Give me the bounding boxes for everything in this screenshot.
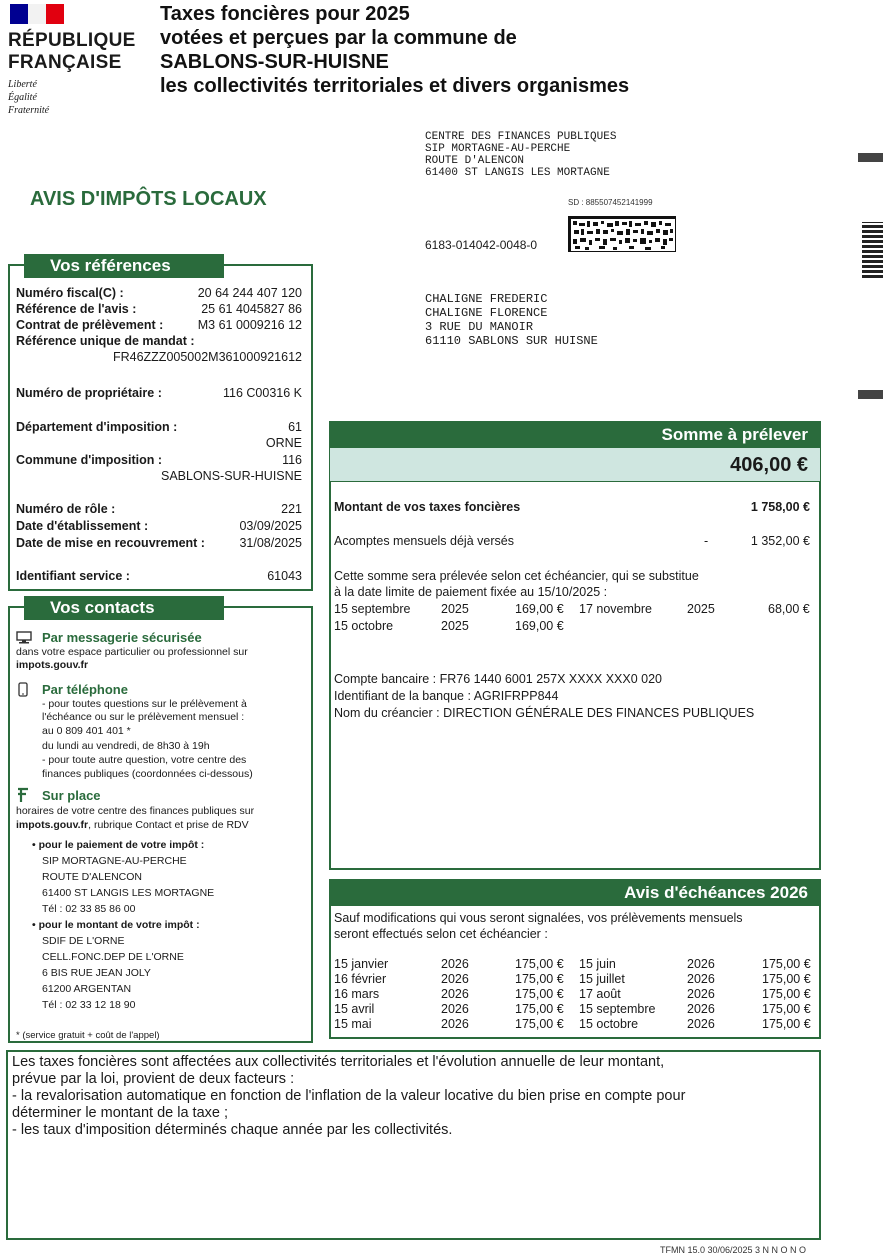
numero-fiscal-value: 20 64 244 407 120	[197, 286, 302, 300]
recipient-line: CHALIGNE FLORENCE	[425, 306, 548, 320]
schedule-date: 17 novembre	[579, 602, 652, 616]
ref-avis-value: 25 61 4045827 86	[201, 302, 302, 316]
echeance-year: 2026	[441, 1002, 469, 1016]
echeance-year: 2026	[441, 972, 469, 986]
echeance-date: 15 janvier	[334, 957, 389, 971]
edge-mark	[858, 153, 883, 162]
banque-id: Identifiant de la banque : AGRIFRPP844	[334, 689, 559, 703]
schedule-amount: 68,00 €	[768, 602, 810, 616]
motto-egalite: Égalité	[8, 92, 37, 103]
mandat-label: Référence unique de mandat :	[16, 334, 195, 348]
office-line: 61400 ST LANGIS LES MORTAGNE	[425, 167, 610, 179]
etablissement-label: Date d'établissement :	[16, 519, 149, 533]
marianne-logo	[8, 2, 148, 120]
contacts-footnote: * (service gratuit + coût de l'appel)	[16, 1030, 160, 1041]
recouvrement-label: Date de mise en recouvrement :	[16, 536, 205, 550]
telephone-line: du lundi au vendredi, de 8h30 à 19h	[42, 740, 210, 752]
references-title: Vos références	[24, 254, 224, 278]
datamatrix-code	[568, 216, 676, 252]
motto-fraternite: Fraternité	[8, 105, 50, 116]
side-datamatrix	[862, 222, 883, 278]
paiement-line: ROUTE D'ALENCON	[42, 871, 143, 883]
surplace-text: horaires de votre centre des finances publiques sur	[16, 805, 255, 817]
echeance-date: 15 juin	[579, 957, 616, 971]
surplace-title: Sur place	[42, 788, 101, 803]
messagerie-site-link[interactable]: impots.gouv.fr	[16, 659, 89, 671]
telephone-line: - pour toute autre question, votre centre des	[42, 754, 247, 766]
office-address	[425, 131, 616, 179]
echeance-year: 2026	[687, 1002, 715, 1016]
departement-label: Département d'imposition :	[16, 420, 178, 434]
commune-number: 116	[282, 453, 302, 467]
echeance-amount: 175,00 €	[762, 972, 811, 986]
montant-line: 6 BIS RUE JEAN JOLY	[42, 967, 151, 979]
surplace-site-link[interactable]: impots.gouv.fr	[16, 819, 89, 831]
echeance-date: 15 mai	[334, 1017, 372, 1031]
etablissement-value: 03/09/2025	[239, 519, 302, 533]
commune-label: Commune d'imposition :	[16, 453, 163, 467]
paiement-line: Tél : 02 33 85 86 00	[42, 903, 136, 915]
paiement-title: • pour le paiement de votre impôt :	[32, 839, 205, 851]
reference-code: 6183-014042-0048-0	[425, 238, 538, 252]
info-text	[12, 1054, 816, 1139]
departement-number: 61	[288, 420, 302, 434]
surplace-text-2: , rubrique Contact et prise de RDV	[88, 819, 249, 831]
proprietaire-value: 116 C00316 K	[223, 386, 302, 400]
info-line: déterminer le montant de la taxe ;	[12, 1105, 229, 1121]
somme-amount: 406,00 €	[330, 448, 820, 482]
echeancier-text: Cette somme sera prélevée selon cet échéancier, qui se substitue	[334, 569, 699, 583]
somme-title: Somme à prélever	[330, 422, 820, 448]
acomptes-sign: -	[704, 534, 709, 548]
info-line: - la revalorisation automatique en fonction de l'inflation de la valeur locative du bien prise en compte pour	[12, 1088, 686, 1104]
echeance-year: 2026	[687, 987, 715, 1001]
service-label: Identifiant service :	[16, 569, 130, 583]
echeances-intro: Sauf modifications qui vous seront signalées, vos prélèvements mensuels	[334, 911, 743, 925]
echeance-date: 17 août	[579, 987, 621, 1001]
echeances-intro: seront effectués selon cet échéancier :	[334, 927, 548, 941]
montant-taxes-value: 1 758,00 €	[750, 500, 810, 514]
montant-taxes-label: Montant de vos taxes foncières	[334, 500, 521, 514]
motto-liberte: Liberté	[8, 79, 37, 90]
echeance-year: 2026	[687, 1017, 715, 1031]
schedule-year: 2025	[441, 602, 469, 616]
echeance-amount: 175,00 €	[515, 957, 564, 971]
messagerie-text: dans votre espace particulier ou professionnel sur	[16, 646, 248, 658]
echeance-amount: 175,00 €	[762, 957, 811, 971]
echeance-amount: 175,00 €	[762, 1002, 811, 1016]
compte-bancaire: Compte bancaire : FR76 1440 6001 257X XXXX XXX0 020	[334, 672, 662, 686]
contacts-title: Vos contacts	[24, 596, 224, 620]
recipient-line: 3 RUE DU MANOIR	[425, 320, 534, 334]
echeance-amount: 175,00 €	[762, 1017, 811, 1031]
contacts-content	[16, 628, 308, 1040]
surplace-line2	[16, 819, 249, 832]
echeance-year: 2026	[441, 957, 469, 971]
echeance-amount: 175,00 €	[762, 987, 811, 1001]
role-value: 221	[281, 502, 302, 516]
echeance-amount: 175,00 €	[515, 1002, 564, 1016]
references-content	[16, 286, 308, 586]
telephone-line: l'échéance ou sur le prélèvement mensuel :	[42, 711, 245, 723]
schedule-amount: 169,00 €	[515, 619, 564, 633]
departement-name: ORNE	[265, 436, 302, 450]
somme-content	[334, 498, 818, 868]
montant-line: CELL.FONC.DEP DE L'ORNE	[42, 951, 184, 963]
proprietaire-label: Numéro de propriétaire :	[16, 386, 162, 400]
messagerie-title: Par messagerie sécurisée	[42, 630, 202, 645]
phone-icon	[18, 682, 28, 697]
contrat-label: Contrat de prélèvement :	[16, 318, 164, 332]
paiement-line: 61400 ST LANGIS LES MORTAGNE	[42, 887, 215, 899]
echeance-date: 15 juillet	[579, 972, 625, 986]
office-line: ROUTE D'ALENCON	[425, 155, 525, 167]
montant-line: 61200 ARGENTAN	[42, 983, 132, 995]
schedule-date: 15 octobre	[334, 619, 394, 633]
acomptes-label: Acomptes mensuels déjà versés	[334, 534, 514, 548]
echeance-amount: 175,00 €	[515, 972, 564, 986]
francaise-label: FRANÇAISE	[8, 52, 122, 73]
contrat-value: M3 61 0009216 12	[197, 318, 302, 332]
recipient-line: 61110 SABLONS SUR HUISNE	[425, 334, 598, 348]
footer-code: TFMN 15.0 30/06/2025 3 N N O N O	[660, 1245, 807, 1255]
office-line: SIP MORTAGNE-AU-PERCHE	[425, 143, 571, 155]
recipient-line: CHALIGNE FREDERIC	[425, 292, 548, 306]
schedule-amount: 169,00 €	[515, 602, 564, 616]
echeance-amount: 175,00 €	[515, 987, 564, 1001]
service-value: 61043	[267, 569, 302, 583]
edge-mark	[858, 390, 883, 399]
echeancier-text: à la date limite de paiement fixée au 15/10/2025 :	[334, 585, 608, 599]
acomptes-value: 1 352,00 €	[750, 534, 810, 548]
flag-icon	[10, 4, 64, 24]
schedule-year: 2025	[687, 602, 715, 616]
montant-line: Tél : 02 33 12 18 90	[42, 999, 136, 1011]
role-label: Numéro de rôle :	[16, 502, 116, 516]
echeance-year: 2026	[687, 972, 715, 986]
header-line-4: les collectivités territoriales et divers organismes	[160, 75, 630, 97]
montant-line: SDIF DE L'ORNE	[42, 935, 125, 947]
schedule-date: 15 septembre	[334, 602, 411, 616]
sd-code: SD : 885507452141999	[568, 198, 653, 207]
echeance-year: 2026	[441, 987, 469, 1001]
echeance-date: 16 mars	[334, 987, 380, 1001]
ref-avis-label: Référence de l'avis :	[16, 302, 137, 316]
numero-fiscal-label: Numéro fiscal(C) :	[16, 286, 124, 300]
recipient-address	[425, 292, 598, 348]
telephone-line: - pour toutes questions sur le prélèvement à	[42, 698, 247, 710]
document-title: AVIS D'IMPÔTS LOCAUX	[30, 188, 267, 210]
header-line-2: votées et perçues par la commune de	[160, 27, 517, 49]
header-line-3: SABLONS-SUR-HUISNE	[160, 51, 389, 73]
echeance-date: 15 avril	[334, 1002, 375, 1016]
document-header	[160, 2, 860, 98]
montant-title: • pour le montant de votre impôt :	[32, 919, 200, 931]
info-line: Les taxes foncières sont affectées aux collectivités territoriales et l'évolution annuelle de leur montant,	[12, 1054, 665, 1070]
creancier-name: Nom du créancier : DIRECTION GÉNÉRALE DES FINANCES PUBLIQUES	[334, 706, 755, 720]
echeance-amount: 175,00 €	[515, 1017, 564, 1031]
echeance-year: 2026	[687, 957, 715, 971]
place-icon	[16, 787, 30, 803]
echeance-date: 16 février	[334, 972, 387, 986]
telephone-line: au 0 809 401 401 *	[42, 725, 131, 737]
telephone-line: finances publiques (coordonnées ci-dessous)	[42, 768, 253, 780]
computer-icon	[16, 631, 32, 644]
commune-name: SABLONS-SUR-HUISNE	[161, 469, 302, 483]
paiement-line: SIP MORTAGNE-AU-PERCHE	[42, 855, 187, 867]
telephone-title: Par téléphone	[42, 682, 128, 697]
echeances-content	[334, 910, 818, 1036]
office-line: CENTRE DES FINANCES PUBLIQUES	[425, 131, 617, 143]
echeances-title: Avis d'échéances 2026	[330, 880, 820, 906]
echeance-year: 2026	[441, 1017, 469, 1031]
echeance-date: 15 octobre	[579, 1017, 639, 1031]
header-line-1: Taxes foncières pour 2025	[160, 3, 410, 25]
recouvrement-value: 31/08/2025	[239, 536, 302, 550]
info-line: prévue par la loi, provient de deux facteurs :	[12, 1071, 295, 1087]
mandat-value: FR46ZZZ005002M361000921612	[112, 350, 302, 364]
info-line: - les taux d'imposition déterminés chaque année par les collectivités.	[12, 1122, 453, 1138]
schedule-year: 2025	[441, 619, 469, 633]
republique-label: RÉPUBLIQUE	[8, 30, 136, 51]
echeance-date: 15 septembre	[579, 1002, 656, 1016]
